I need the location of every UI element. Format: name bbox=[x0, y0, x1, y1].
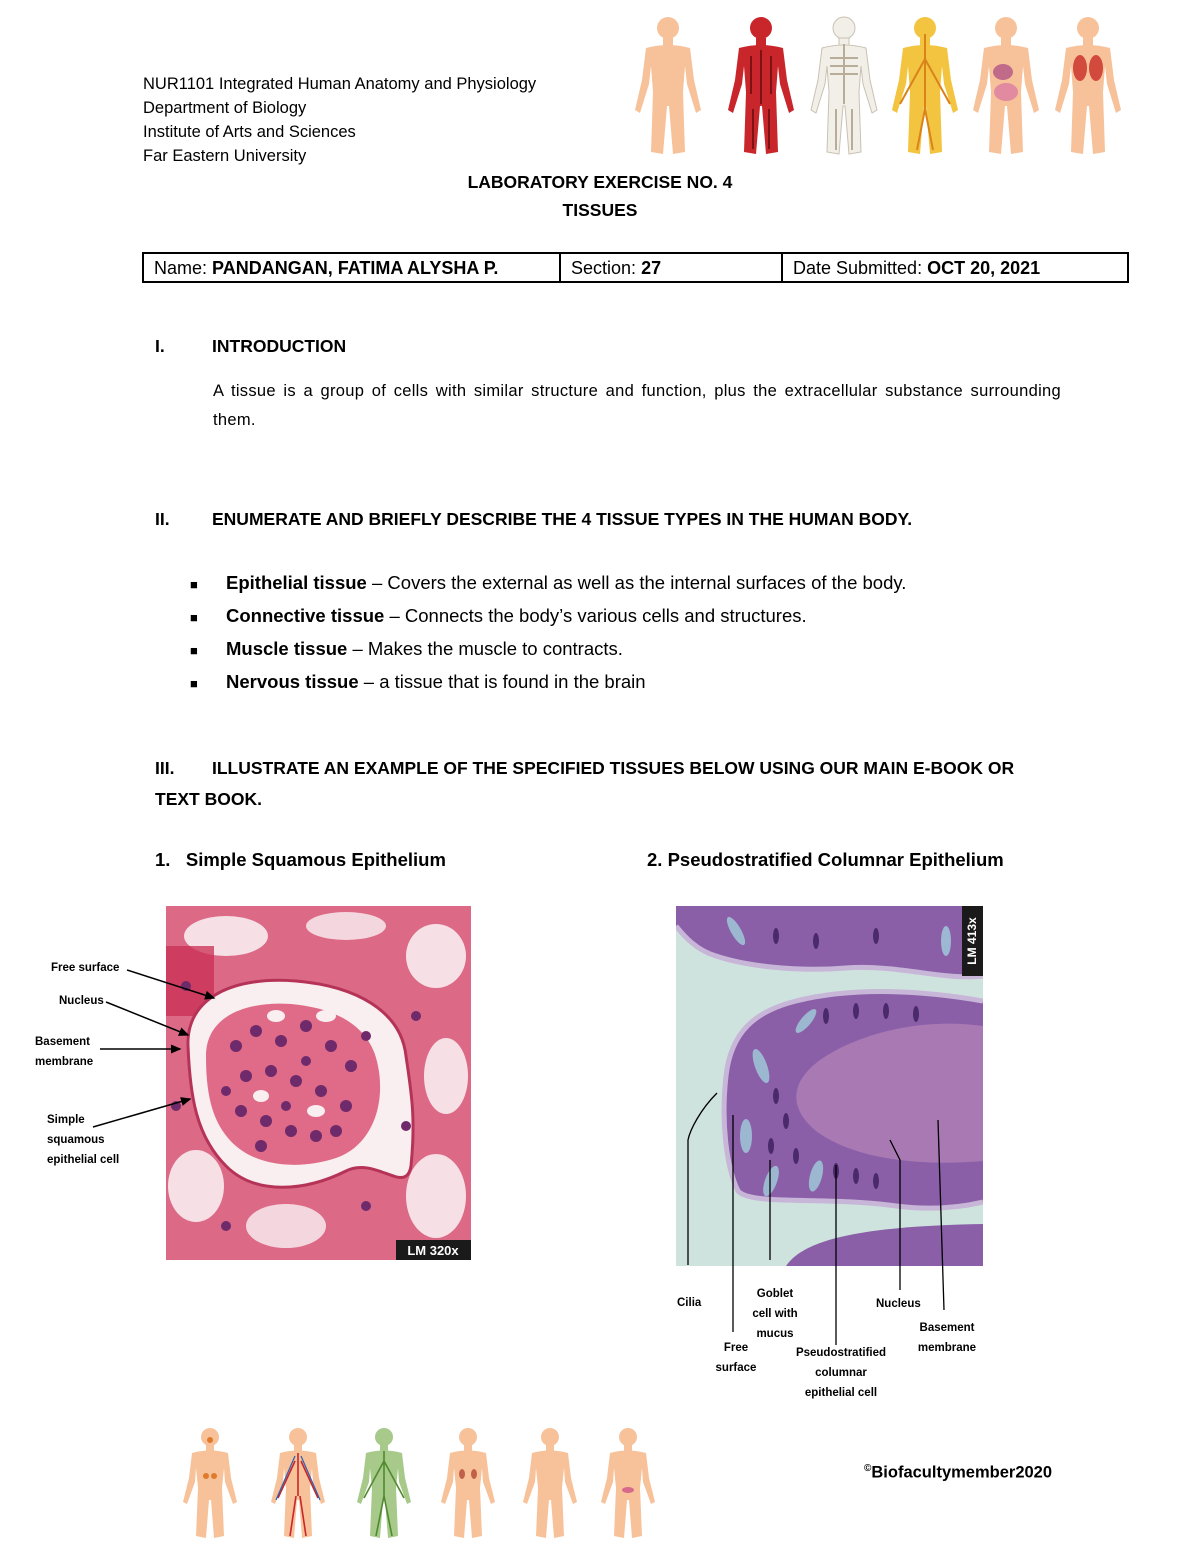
lymphatic-figure-icon bbox=[357, 1428, 411, 1538]
header-block bbox=[143, 72, 536, 168]
label-cilia: Cilia bbox=[677, 1297, 702, 1309]
section-2-number: II. bbox=[155, 509, 170, 529]
label-free-surface: Free surface bbox=[51, 962, 120, 974]
tissue-description: – Makes the muscle to contracts. bbox=[347, 638, 623, 659]
respiratory-figure-icon bbox=[1055, 17, 1121, 154]
tissue-description: – a tissue that is found in the brain bbox=[358, 671, 646, 692]
name-cell bbox=[143, 253, 560, 282]
lab-topic-title: TISSUES bbox=[562, 200, 638, 220]
department: Department of Biology bbox=[143, 99, 307, 117]
list-item bbox=[190, 567, 906, 600]
bottom-body-systems-illustration bbox=[170, 1426, 670, 1541]
date-value: OCT 20, 2021 bbox=[927, 258, 1041, 278]
top-body-systems-illustration bbox=[630, 14, 1140, 159]
lab-exercise-title: LABORATORY EXERCISE NO. 4 bbox=[467, 172, 733, 192]
reproductive-male-figure-icon bbox=[523, 1428, 577, 1538]
date-cell bbox=[782, 253, 1128, 282]
label-simple-squamous-cell: Simple squamous epithelial cell bbox=[47, 1114, 120, 1166]
label-basement-membrane: Basement membrane bbox=[35, 1036, 94, 1068]
endocrine-figure-icon bbox=[183, 1428, 237, 1538]
list-item bbox=[190, 600, 906, 633]
bullet-icon: ■ bbox=[190, 643, 198, 658]
copyright-notice bbox=[864, 1463, 1052, 1483]
label-pseudostratified-cell: Pseudostratified columnar epithelial cell bbox=[795, 1347, 887, 1399]
section-3-number: III. bbox=[155, 758, 175, 778]
skin-figure-icon bbox=[635, 17, 701, 154]
label-free-surface-2: Free surface bbox=[715, 1342, 757, 1374]
label-nucleus: Nucleus bbox=[59, 995, 104, 1007]
bullet-icon: ■ bbox=[190, 610, 198, 625]
tissue-description: – Covers the external as well as the internal surfaces of the body. bbox=[366, 572, 907, 593]
introduction-text: A tissue is a group of cells with similar structure and function, plus the extracellular substance surrounding them. bbox=[213, 382, 1061, 429]
bullet-icon: ■ bbox=[190, 577, 198, 592]
section-1-number: I. bbox=[155, 336, 165, 356]
tissue-term: Connective tissue bbox=[226, 605, 385, 626]
section-3-title-line1: ILLUSTRATE AN EXAMPLE OF THE SPECIFIED TISSUES BELOW USING OUR MAIN E-BOOK OR bbox=[212, 758, 1015, 778]
reproductive-female-figure-icon bbox=[601, 1428, 655, 1538]
label-nucleus-2: Nucleus bbox=[876, 1298, 921, 1310]
list-item bbox=[190, 633, 906, 666]
section-3-title-line2: TEXT BOOK. bbox=[155, 789, 262, 809]
magnification-label-1: LM 320x bbox=[407, 1243, 459, 1258]
figure-2-title: 2. Pseudostratified Columnar Epithelium bbox=[647, 849, 1004, 870]
section-cell bbox=[560, 253, 782, 282]
list-item bbox=[190, 666, 906, 699]
student-info-table bbox=[142, 252, 1129, 283]
digestive-figure-icon bbox=[973, 17, 1039, 154]
tissue-description: – Connects the body’s various cells and structures. bbox=[384, 605, 807, 626]
label-goblet-cell: Goblet cell with mucus bbox=[752, 1288, 798, 1340]
bullet-icon: ■ bbox=[190, 676, 198, 691]
tissue-term: Muscle tissue bbox=[226, 638, 348, 659]
tissue-term: Epithelial tissue bbox=[226, 572, 367, 593]
institute: Institute of Arts and Sciences bbox=[143, 123, 356, 141]
university: Far Eastern University bbox=[143, 147, 307, 165]
figure-1-pointer-lines bbox=[0, 940, 230, 1140]
urinary-figure-icon bbox=[441, 1428, 495, 1538]
section-value: 27 bbox=[641, 258, 662, 278]
tissue-term: Nervous tissue bbox=[226, 671, 359, 692]
muscular-figure-icon bbox=[728, 17, 794, 154]
figure-1-title: 1. Simple Squamous Epithelium bbox=[155, 849, 446, 870]
name-value: PANDANGAN, FATIMA ALYSHA P. bbox=[212, 258, 499, 278]
cardiovascular-figure-icon bbox=[271, 1428, 325, 1538]
name-label: Name: bbox=[154, 258, 208, 278]
copyright-text: Biofacultymember2020 bbox=[871, 1463, 1053, 1482]
course-title: NUR1101 Integrated Human Anatomy and Physiology bbox=[143, 75, 537, 93]
section-label: Section: bbox=[571, 258, 637, 278]
date-label: Date Submitted: bbox=[793, 258, 923, 278]
nervous-figure-icon bbox=[892, 17, 958, 154]
tissue-types-list bbox=[190, 567, 906, 699]
copyright-symbol: © bbox=[864, 1463, 872, 1474]
section-1-title: INTRODUCTION bbox=[212, 336, 347, 356]
section-2-title: ENUMERATE AND BRIEFLY DESCRIBE THE 4 TISSUE TYPES IN THE HUMAN BODY. bbox=[212, 509, 913, 529]
label-basement-membrane-2: Basement membrane bbox=[917, 1322, 977, 1354]
skeletal-figure-icon bbox=[811, 17, 877, 154]
magnification-label-2: LM 413x bbox=[965, 917, 979, 965]
